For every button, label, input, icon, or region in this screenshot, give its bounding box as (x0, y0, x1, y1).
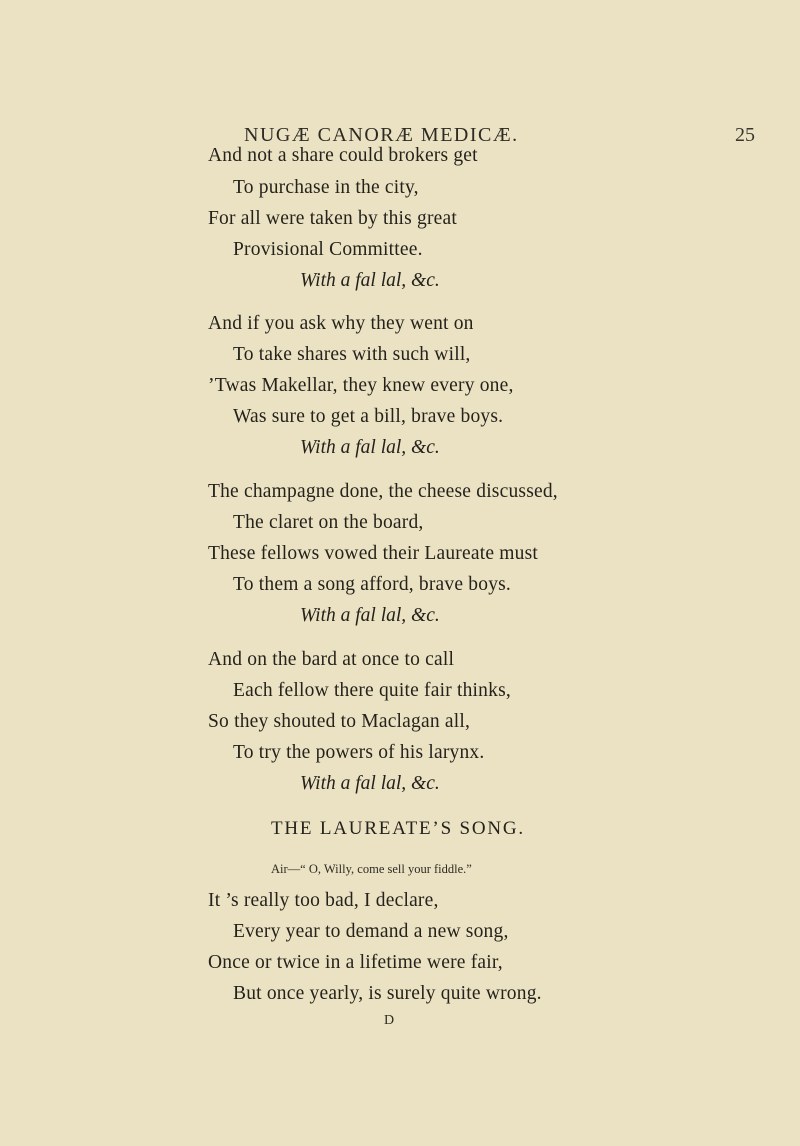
running-title: NUGÆ CANORÆ MEDICÆ. (244, 124, 519, 146)
song-title: THE LAUREATE’S SONG. (271, 818, 525, 839)
verse-line: And not a share could brokers get (208, 145, 478, 166)
verse-line: But once yearly, is surely quite wrong. (233, 983, 542, 1004)
verse-line: Was sure to get a bill, brave boys. (233, 406, 504, 427)
page-number: 25 (735, 124, 755, 146)
verse-line: ’Twas Makellar, they knew every one, (208, 375, 514, 396)
verse-line: To purchase in the city, (233, 177, 419, 198)
verse-line: These fellows vowed their Laureate must (208, 543, 538, 564)
verse-line: To take shares with such will, (233, 344, 471, 365)
refrain: With a fal lal, &c. (300, 605, 440, 626)
verse-line: It ’s really too bad, I declare, (208, 890, 439, 911)
verse-line: Every year to demand a new song, (233, 921, 509, 942)
verse-line: And if you ask why they went on (208, 313, 474, 334)
verse-line: The champagne done, the cheese discussed, (208, 481, 558, 502)
refrain: With a fal lal, &c. (300, 437, 440, 458)
verse-line: To them a song afford, brave boys. (233, 574, 512, 595)
air-note: Air—“ O, Willy, come sell your fiddle.” (271, 862, 472, 876)
verse-line: Provisional Committee. (233, 239, 423, 260)
verse-line: To try the powers of his larynx. (233, 742, 485, 763)
verse-line: And on the bard at once to call (208, 649, 455, 670)
verse-line: Each fellow there quite fair thinks, (233, 680, 511, 701)
verse-line: Once or twice in a lifetime were fair, (208, 952, 503, 973)
verse-line: So they shouted to Maclagan all, (208, 711, 471, 732)
refrain: With a fal lal, &c. (300, 270, 440, 291)
signature-mark: D (384, 1013, 395, 1028)
verse-line: For all were taken by this great (208, 208, 457, 229)
refrain: With a fal lal, &c. (300, 773, 440, 794)
verse-line: The claret on the board, (233, 512, 424, 533)
